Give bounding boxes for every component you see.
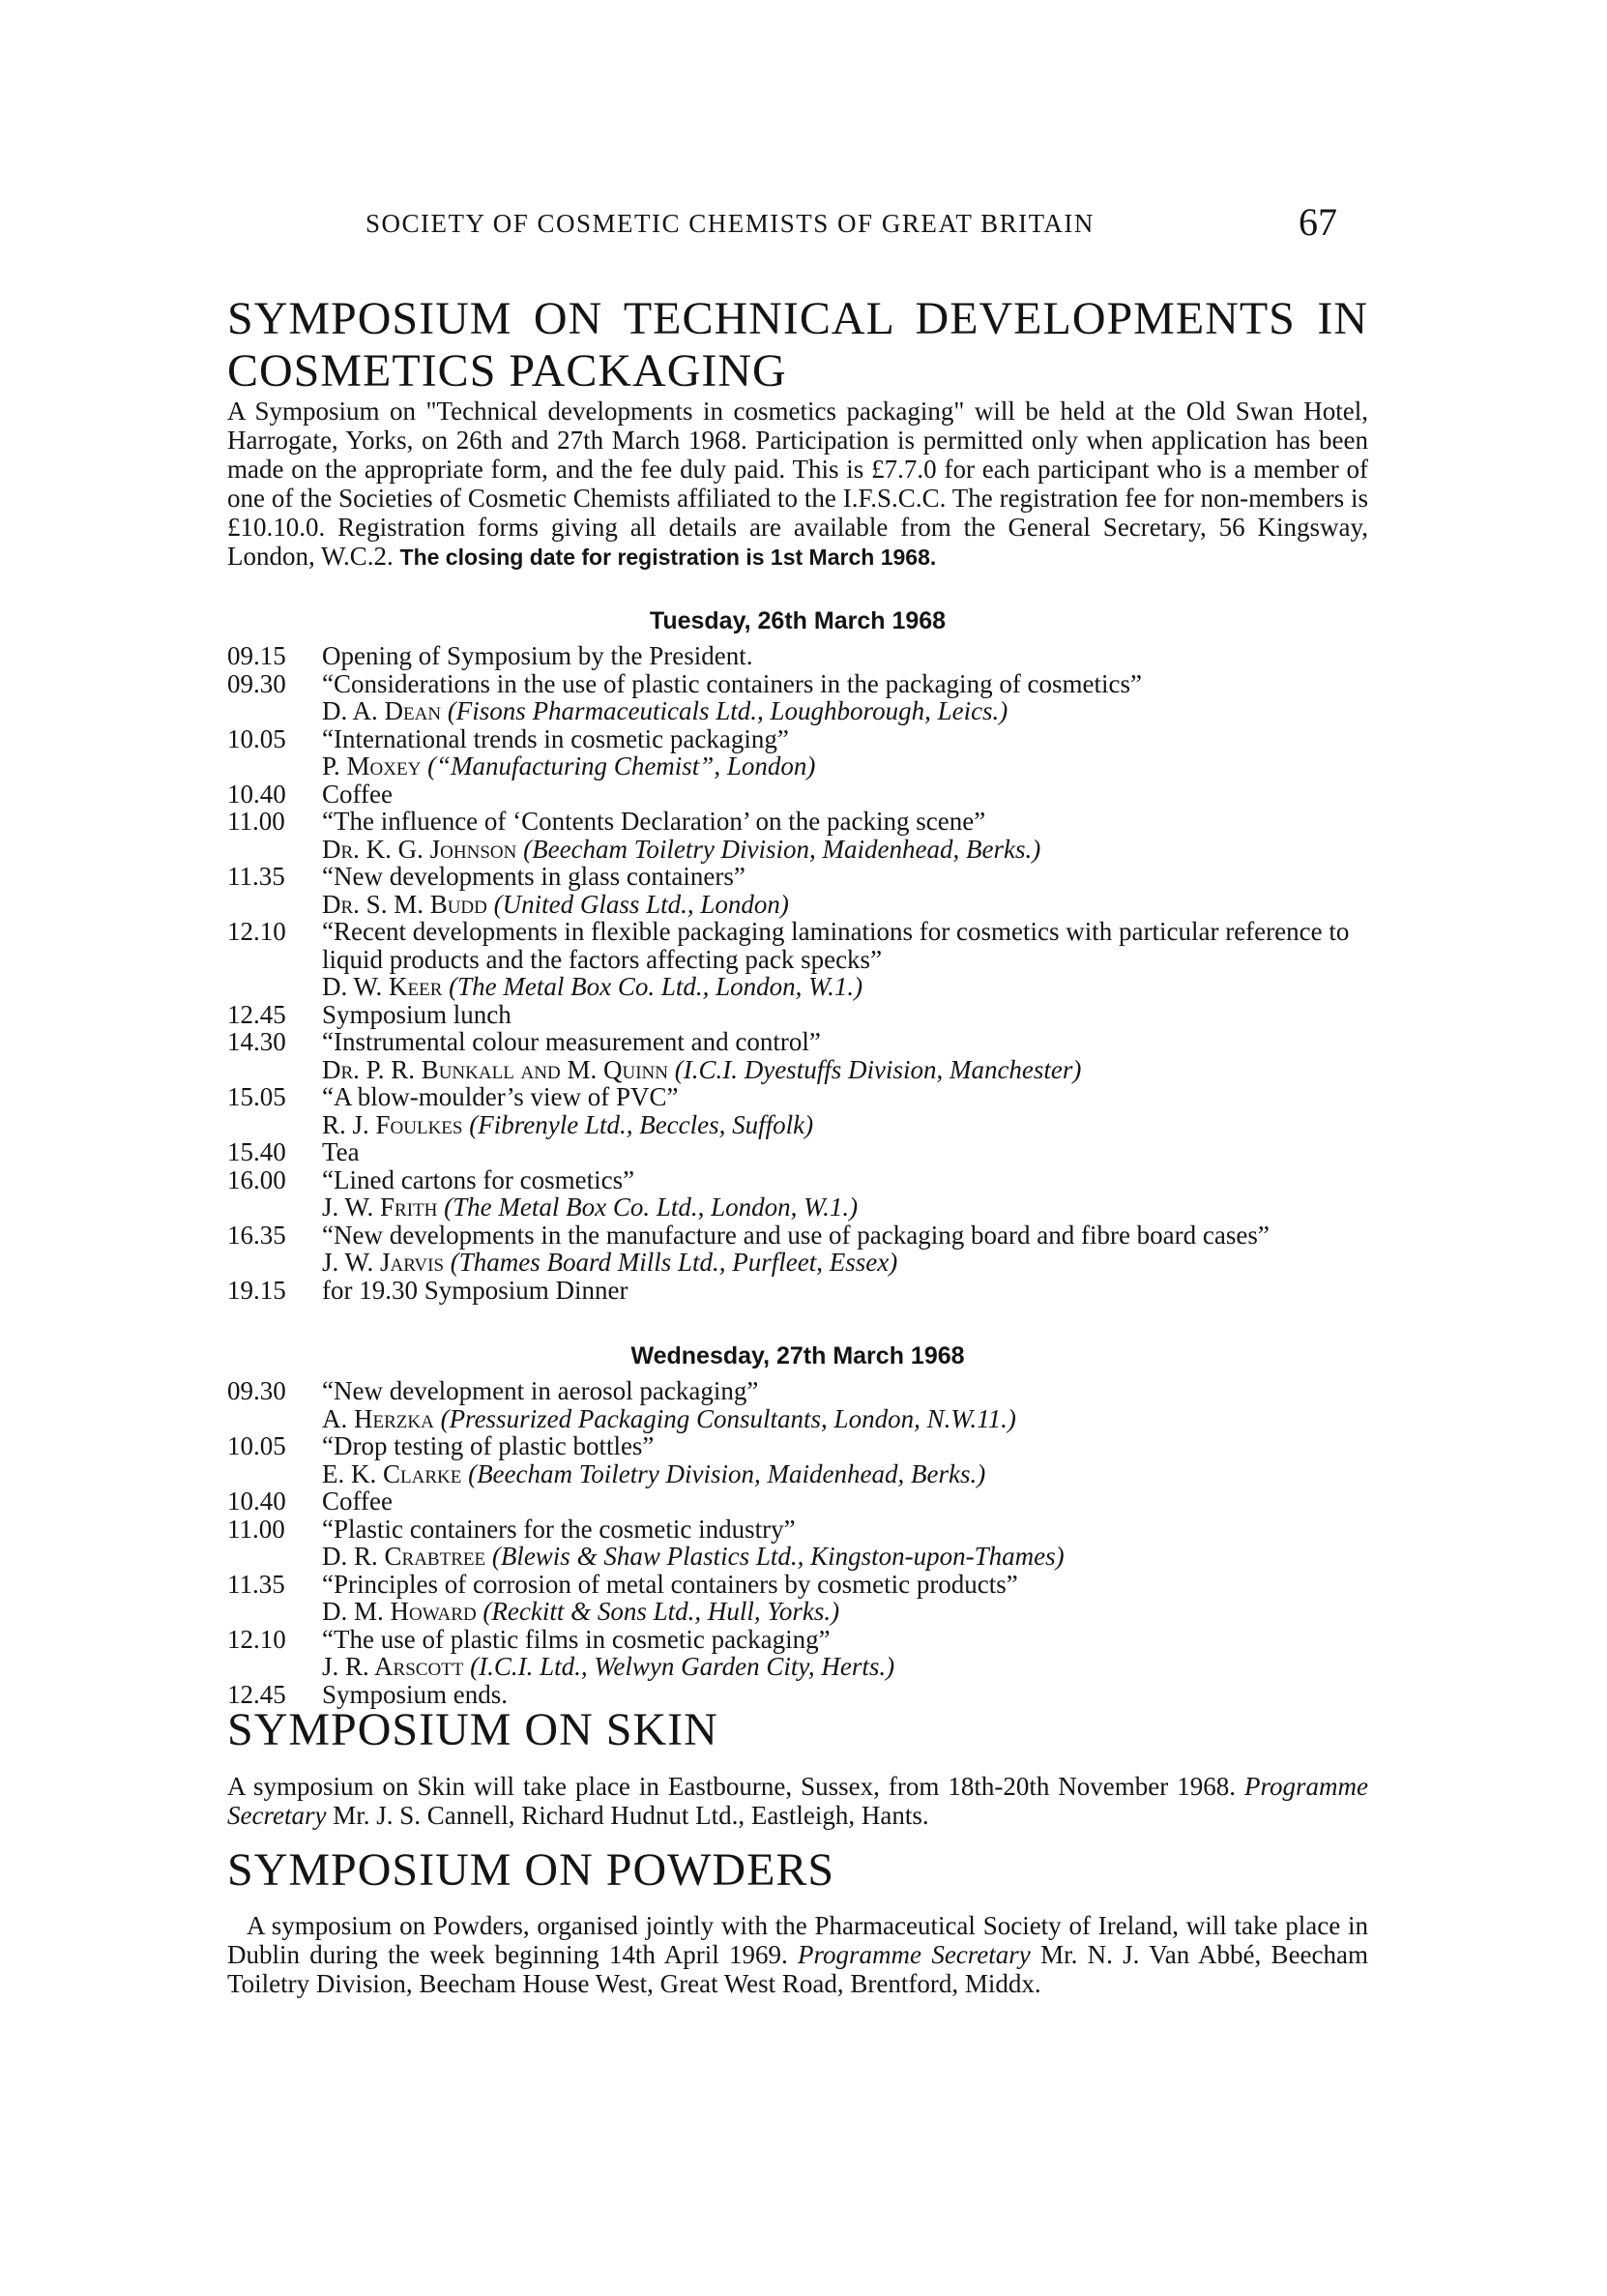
session-title: for 19.30 Symposium Dinner [322,1275,628,1305]
session-title: “Plastic containers for the cosmetic industry” [322,1514,796,1544]
session-title: “A blow-moulder’s view of PVC” [322,1082,679,1111]
speaker-line [322,1543,1368,1571]
speaker-affiliation: (Blewis & Shaw Plastics Ltd., Kingston-upon-Thames) [491,1542,1065,1571]
programme-row [227,780,1368,809]
session-title: “New development in aerosol packaging” [322,1376,759,1405]
powders-secretary: Mr. N. J. Van Abbé, Beecham Toiletry Division, Beecham House West, Great West Road, Brentford, Middx. [227,1940,1369,1998]
speaker-name: D. A. Dean [322,696,442,725]
speaker-affiliation: (Beecham Toiletry Division, Maidenhead, Berks.) [468,1458,986,1488]
programme-row [227,1166,1368,1222]
speaker-line [322,1598,1368,1626]
programme-row [227,1277,1368,1305]
speaker-line [322,836,1368,864]
session-detail [322,918,1368,1001]
speaker-line [322,1653,1368,1681]
session-time: 09.30 [227,1376,286,1405]
speaker-name: Dr. P. R. Bunkall and M. Quinn [322,1054,668,1084]
session-detail [322,1626,1368,1681]
session-detail [322,1028,1368,1083]
speaker-line [322,891,1368,919]
session-detail [322,1377,1368,1432]
session-title: Tea [322,1137,360,1166]
session-detail [322,1001,1368,1029]
session-title: Symposium ends. [322,1679,509,1709]
session-time: 10.05 [227,723,286,753]
speaker-line [322,1405,1368,1433]
session-title: Symposium lunch [322,999,511,1029]
session-time: 10.05 [227,1431,286,1460]
speaker-line [322,1056,1368,1084]
session-time: 16.35 [227,1220,286,1250]
speaker-name: J. W. Jarvis [322,1248,445,1277]
programme-row [227,1516,1368,1571]
packaging-intro-text: A Symposium on "Technical developments in cosmetics packaging" will be held at the Old Swan Hotel, Harrogate, Yorks, on 26th and 27th March 1968. Participation is permitted only when application has been made on the appropriate form, and the fee duly paid. This is £7.7.0 for each participant who is a member of one of the Societies of Cosmetic Chemists affiliated to the I.F.S.C.C. The registration fee for non-members is £10.10.0. Registration forms giving all details are available from the General Secretary, 56 Kingsway, London, W.C.2. [227,397,1368,571]
wednesday-heading: Wednesday, 27th March 1968 [630,1342,965,1369]
speaker-affiliation: (The Metal Box Co. Ltd., London, W.1.) [449,972,863,1001]
session-title: “Instrumental colour measurement and control” [322,1027,821,1056]
session-time: 09.30 [227,668,286,698]
session-detail [322,1487,1368,1516]
speaker-affiliation: (I.C.I. Dyestuffs Division, Manchester) [674,1054,1082,1084]
speaker-affiliation: (“Manufacturing Chemist”, London) [427,751,816,780]
speaker-name: P. Moxey [322,751,422,780]
skin-secretary: Mr. J. S. Cannell, Richard Hudnut Ltd., Eastleigh, Hants. [333,1801,929,1830]
session-time: 11.35 [227,1569,285,1599]
programme-row [227,863,1368,918]
speaker-line [322,973,1368,1001]
session-time: 12.45 [227,999,286,1029]
powders-symposium-title: SYMPOSIUM ON POWDERS [227,1844,835,1896]
session-detail [322,1516,1368,1571]
session-time: 12.10 [227,1624,286,1654]
session-title: “New developments in the manufacture and use of packaging board and fibre board cases” [322,1220,1270,1250]
registration-closing-note: The closing date for registration is 1st March 1968. [399,545,937,570]
wednesday-programme [227,1377,1368,1708]
running-head: SOCIETY OF COSMETIC CHEMISTS OF GREAT BRITAIN [365,209,1095,238]
packaging-symposium-title [227,293,1368,397]
session-title: “Principles of corrosion of metal containers by cosmetic products” [322,1569,1018,1599]
powders-secretary-label: Programme Secretary [798,1940,1031,1969]
speaker-name: D. R. Crabtree [322,1542,486,1571]
session-time: 09.15 [227,641,286,670]
session-time: 15.05 [227,1082,286,1111]
programme-row [227,1222,1368,1277]
speaker-name: R. J. Foulkes [322,1109,463,1139]
skin-text: A symposium on Skin will take place in Eastbourne, Sussex, from 18th-20th November 1968. [227,1772,1237,1801]
skin-secretary-label: Programme Secretary [227,1772,1369,1830]
programme-row [227,808,1368,863]
session-detail [322,670,1368,725]
programme-row [227,1138,1368,1166]
speaker-line [322,697,1368,725]
session-time: 19.15 [227,1275,286,1305]
session-time: 10.40 [227,779,286,809]
programme-row [227,918,1368,1001]
session-detail [322,863,1368,918]
speaker-affiliation: (I.C.I. Ltd., Welwyn Garden City, Herts.) [470,1652,895,1681]
speaker-line [322,1111,1368,1139]
session-detail [322,780,1368,809]
programme-row [227,1571,1368,1626]
session-detail [322,1222,1368,1277]
speaker-name: D. W. Keer [322,972,443,1001]
session-detail [322,725,1368,780]
programme-row [227,1028,1368,1083]
session-title: Coffee [322,1487,393,1516]
session-time: 11.00 [227,807,285,836]
session-detail [322,1571,1368,1626]
session-detail [322,1138,1368,1166]
session-title: “Lined cartons for cosmetics” [322,1164,635,1194]
session-time: 14.30 [227,1027,286,1056]
session-detail [322,1166,1368,1222]
speaker-affiliation: (The Metal Box Co. Ltd., London, W.1.) [444,1192,859,1222]
session-title: “Considerations in the use of plastic containers in the packaging of cosmetics” [322,668,1143,698]
speaker-name: E. K. Clarke [322,1458,462,1488]
session-title: “New developments in glass containers” [322,862,745,891]
session-title: “Recent developments in flexible packaging laminations for cosmetics with particular reference to liquid products and the factors affecting pack specks” [322,917,1350,974]
speaker-line [322,1193,1368,1222]
session-time: 12.45 [227,1679,286,1709]
speaker-name: Dr. K. G. Johnson [322,834,517,864]
tuesday-programme [227,642,1368,1304]
speaker-affiliation: (Thames Board Mills Ltd., Purfleet, Essex) [450,1248,898,1277]
programme-row [227,642,1368,670]
speaker-line [322,1460,1368,1488]
speaker-affiliation: (Beecham Toiletry Division, Maidenhead, Berks.) [523,834,1041,864]
speaker-name: A. Herzka [322,1403,434,1433]
skin-paragraph [227,1772,1368,1830]
session-time: 11.00 [227,1514,285,1544]
speaker-line [322,1249,1368,1277]
speaker-affiliation: (Pressurized Packaging Consultants, London, N.W.11.) [440,1403,1016,1433]
page-number: 67 [1299,200,1337,244]
session-time: 12.10 [227,917,286,946]
session-detail [322,808,1368,863]
tuesday-heading: Tuesday, 26th March 1968 [649,607,947,634]
programme-row [227,1001,1368,1029]
powders-paragraph [227,1911,1368,1998]
session-detail [322,1083,1368,1138]
packaging-title-line-1: SYMPOSIUM ON TECHNICAL DEVELOPMENTS IN [227,293,1368,344]
speaker-affiliation: (Fibrenyle Ltd., Beccles, Suffolk) [469,1109,814,1139]
speaker-name: D. M. Howard [322,1597,477,1626]
session-title: “Drop testing of plastic bottles” [322,1431,655,1460]
programme-row [227,725,1368,780]
programme-row [227,1083,1368,1138]
programme-row [227,1377,1368,1432]
programme-row [227,670,1368,725]
skin-symposium-title: SYMPOSIUM ON SKIN [227,1704,718,1755]
speaker-name: J. R. Arscott [322,1652,464,1681]
session-title: Opening of Symposium by the President. [322,641,753,670]
session-time: 10.40 [227,1487,286,1516]
powders-text: A symposium on Powders, organised jointly with the Pharmaceutical Society of Ireland, will take place in Dublin during the week beginning 14th April 1969. [227,1911,1368,1969]
speaker-affiliation: (Fisons Pharmaceuticals Ltd., Loughborough, Leics.) [447,696,1008,725]
programme-row [227,1432,1368,1487]
session-time: 16.00 [227,1164,286,1194]
session-time: 15.40 [227,1137,286,1166]
session-title: “The use of plastic films in cosmetic packaging” [322,1624,831,1654]
programme-row [227,1626,1368,1681]
session-detail [322,1277,1368,1305]
session-detail [322,1432,1368,1487]
session-time: 11.35 [227,862,285,891]
speaker-name: J. W. Frith [322,1192,438,1222]
packaging-title-line-2: COSMETICS PACKAGING [227,345,787,397]
session-detail [322,642,1368,670]
speaker-line [322,752,1368,780]
session-title: “International trends in cosmetic packaging” [322,723,789,753]
programme-row [227,1487,1368,1516]
session-title: Coffee [322,779,393,809]
packaging-intro-paragraph [227,397,1368,572]
session-title: “The influence of ‘Contents Declaration’ on the packing scene” [322,807,986,836]
speaker-affiliation: (Reckitt & Sons Ltd., Hull, Yorks.) [482,1597,840,1626]
speaker-name: Dr. S. M. Budd [322,889,487,919]
speaker-affiliation: (United Glass Ltd., London) [493,889,789,919]
